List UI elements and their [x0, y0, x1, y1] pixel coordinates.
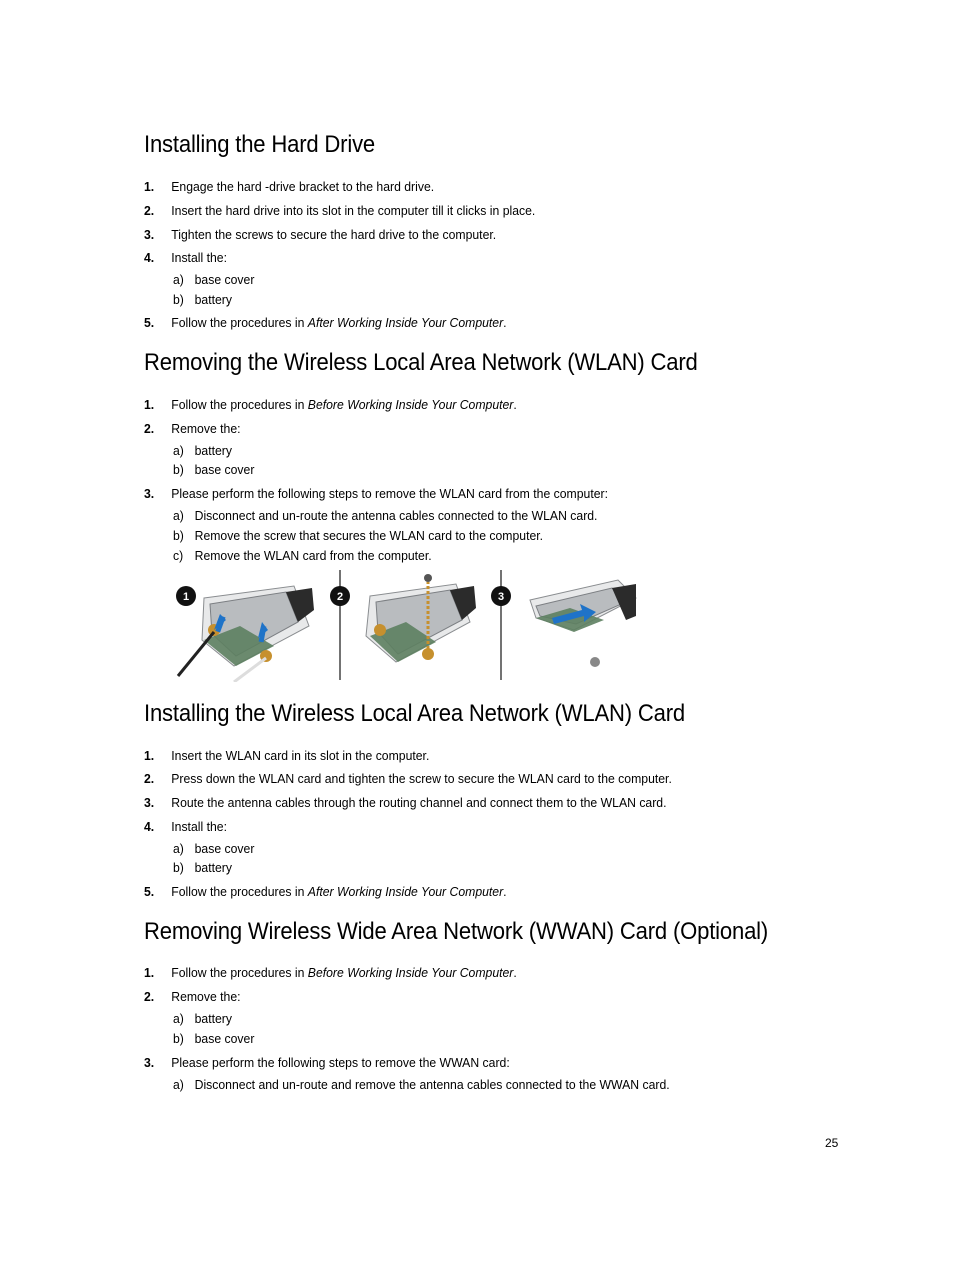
step-3: 3. Please perform the following steps to remove the WLAN card from the computer:	[144, 486, 608, 501]
substep-b: b) battery	[173, 860, 232, 875]
step-2: 2. Press down the WLAN card and tighten the screw to secure the WLAN card to the computer.	[144, 771, 672, 786]
wlan-removal-figure	[174, 570, 660, 682]
substep-c: c) Remove the WLAN card from the computer.	[173, 548, 432, 563]
substep-a: a) Disconnect and un-route the antenna cables connected to the WLAN card.	[173, 508, 598, 523]
substep-b: b) base cover	[173, 1031, 255, 1046]
figure-panel-2	[330, 574, 476, 662]
callout-1: 1	[182, 591, 190, 603]
substep-a: a) battery	[173, 1011, 232, 1026]
step-4: 4. Install the:	[144, 250, 227, 265]
step-2: 2. Remove the:	[144, 989, 241, 1004]
callout-2: 2	[336, 591, 344, 603]
substep-b: b) base cover	[173, 462, 255, 477]
step-3: 3. Route the antenna cables through the routing channel and connect them to the WLAN card.	[144, 795, 667, 810]
substep-a: a) base cover	[173, 272, 255, 287]
callout-3: 3	[497, 591, 505, 603]
step-4: 4. Install the:	[144, 819, 227, 834]
step-2: 2. Insert the hard drive into its slot in the computer till it clicks in place.	[144, 203, 536, 218]
procedure-link: Before Working Inside Your Computer	[307, 397, 514, 412]
step-3: 3. Tighten the screws to secure the hard drive to the computer.	[144, 227, 497, 242]
section-title-install-wlan: Installing the Wireless Local Area Network (WLAN) Card	[144, 700, 686, 727]
substep-b: b) Remove the screw that secures the WLAN card to the computer.	[173, 528, 544, 543]
step-5: 5. Follow the procedures in After Working Inside Your Computer.	[144, 315, 507, 330]
step-1: 1. Follow the procedures in Before Working Inside Your Computer.	[144, 965, 517, 980]
step-3: 3. Please perform the following steps to remove the WWAN card:	[144, 1055, 510, 1070]
section-title-remove-wwan: Removing Wireless Wide Area Network (WWAN) Card (Optional)	[144, 918, 769, 945]
procedure-link: After Working Inside Your Computer	[307, 315, 504, 330]
page-number: 25	[825, 1136, 839, 1150]
figure-panel-1	[176, 586, 314, 682]
substep-a: a) battery	[173, 443, 232, 458]
step-2: 2. Remove the:	[144, 421, 241, 436]
step-1: 1. Insert the WLAN card in its slot in the computer.	[144, 748, 430, 763]
figure-panel-3	[491, 580, 636, 667]
section-title-install-hard-drive: Installing the Hard Drive	[144, 131, 376, 158]
substep-a: a) Disconnect and un-route and remove the antenna cables connected to the WWAN card.	[173, 1077, 670, 1092]
step-1: 1. Engage the hard -drive bracket to the hard drive.	[144, 179, 435, 194]
step-5: 5. Follow the procedures in After Working Inside Your Computer.	[144, 884, 507, 899]
substep-a: a) base cover	[173, 841, 255, 856]
procedure-link: Before Working Inside Your Computer	[307, 965, 514, 980]
substep-b: b) battery	[173, 292, 232, 307]
procedure-link: After Working Inside Your Computer	[307, 884, 504, 899]
section-title-remove-wlan: Removing the Wireless Local Area Network (WLAN) Card	[144, 349, 698, 376]
step-1: 1. Follow the procedures in Before Working Inside Your Computer.	[144, 397, 517, 412]
